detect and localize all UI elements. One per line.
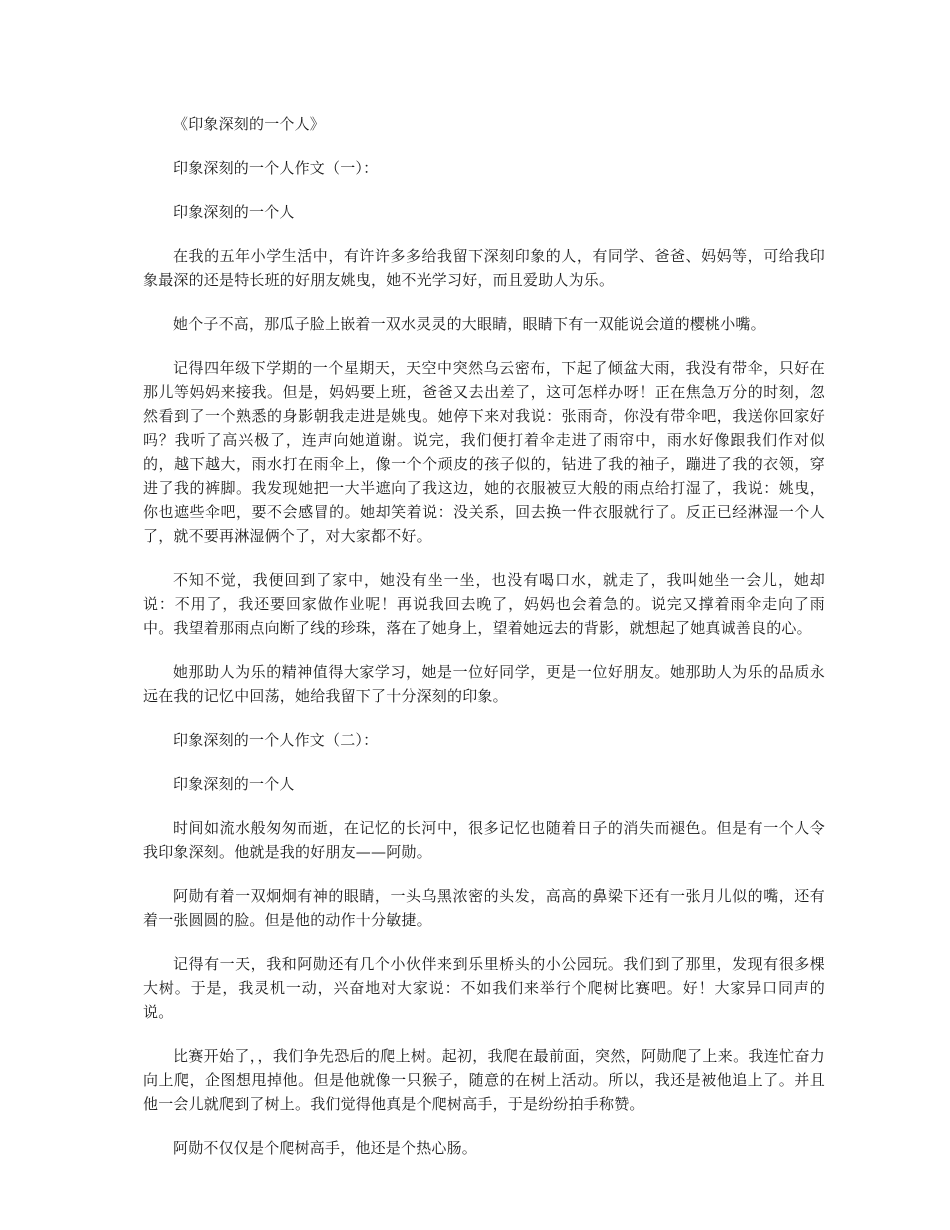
essay-subtitle-2: 印象深刻的一个人 (173, 775, 295, 793)
paragraph: 在我的五年小学生活中，有许许多多给我留下深刻印象的人，有同学、爸爸、妈妈等，可给我印象最深的还是特长班的好朋友姚曳，她不光学习好，而且爱助人为乐。 (143, 247, 825, 289)
paragraph: 阿勋不仅仅是个爬树高手，他还是个热心肠。 (173, 1139, 478, 1157)
paragraph: 记得有一天，我和阿勋还有几个小伙伴来到乐里桥头的小公园玩。我们到了那里，发现有很多棵大树。于是，我灵机一动，兴奋地对大家说：不如我们来举行个爬树比赛吧。好！大家异口同声的说。 (143, 955, 825, 1021)
paragraph: 时间如流水般匆匆而逝，在记忆的长河中，很多记忆也随着日子的消失而褪色。但是有一个人令我印象深刻。他就是我的好朋友——阿勋。 (143, 819, 825, 861)
document-title: 《印象深刻的一个人》 (173, 115, 326, 133)
essay-heading-1: 印象深刻的一个人作文（一）： (173, 159, 379, 177)
document-page (143, 112, 825, 1180)
paragraph: 阿勋有着一双炯炯有神的眼睛，一头乌黑浓密的头发，高高的鼻梁下还有一张月儿似的嘴，还有着一张圆圆的脸。但是他的动作十分敏捷。 (143, 887, 825, 929)
essay-heading-2: 印象深刻的一个人作文（二）： (173, 731, 379, 749)
paragraph: 记得四年级下学期的一个星期天，天空中突然乌云密布，下起了倾盆大雨，我没有带伞，只好在那儿等妈妈来接我。但是，妈妈要上班，爸爸又去出差了，这可怎样办呀！正在焦急万分的时刻，忽然看到了一个熟悉的身影朝我走进是姚曳。她停下来对我说：张雨奇，你没有带伞吧，我送你回家好吗？我听了高兴极了，连声向她道谢。说完，我们便打着伞走进了雨帘中，雨水好像跟我们作对似的，越下越大，雨水打在雨伞上，像一个个顽皮的孩子似的，钻进了我的袖子，蹦进了我的衣领，穿进了我的裤脚。我发现她把一大半遮向了我这边，她的衣服被豆大般的雨点给打湿了，我说：姚曳，你也遮些伞吧，要不会感冒的。她却笑着说：没关系，回去换一件衣服就行了。反正已经淋湿一个人了，就不要再淋湿俩个了，对大家都不好。 (143, 359, 825, 545)
paragraph: 她个子不高，那瓜子脸上嵌着一双水灵灵的大眼睛，眼睛下有一双能说会道的樱桃小嘴。 (173, 315, 766, 333)
paragraph: 比赛开始了，，我们争先恐后的爬上树。起初，我爬在最前面，突然，阿勋爬了上来。我连忙奋力向上爬，企图想甩掉他。但是他就像一只猴子，随意的在树上活动。所以，我还是被他追上了。并且他一会儿就爬到了树上。我们觉得他真是个爬树高手，于是纷纷拍手称赞。 (143, 1047, 825, 1113)
paragraph: 她那助人为乐的精神值得大家学习，她是一位好同学，更是一位好朋友。她那助人为乐的品质永远在我的记忆中回荡，她给我留下了十分深刻的印象。 (143, 663, 825, 705)
paragraph: 不知不觉，我便回到了家中，她没有坐一坐，也没有喝口水，就走了，我叫她坐一会儿，她却说：不用了，我还要回家做作业呢！再说我回去晚了，妈妈也会着急的。说完又撑着雨伞走向了雨中。我望着那雨点向断了线的珍珠，落在了她身上，望着她远去的背影，就想起了她真诚善良的心。 (143, 571, 825, 637)
essay-subtitle-1: 印象深刻的一个人 (173, 203, 295, 221)
